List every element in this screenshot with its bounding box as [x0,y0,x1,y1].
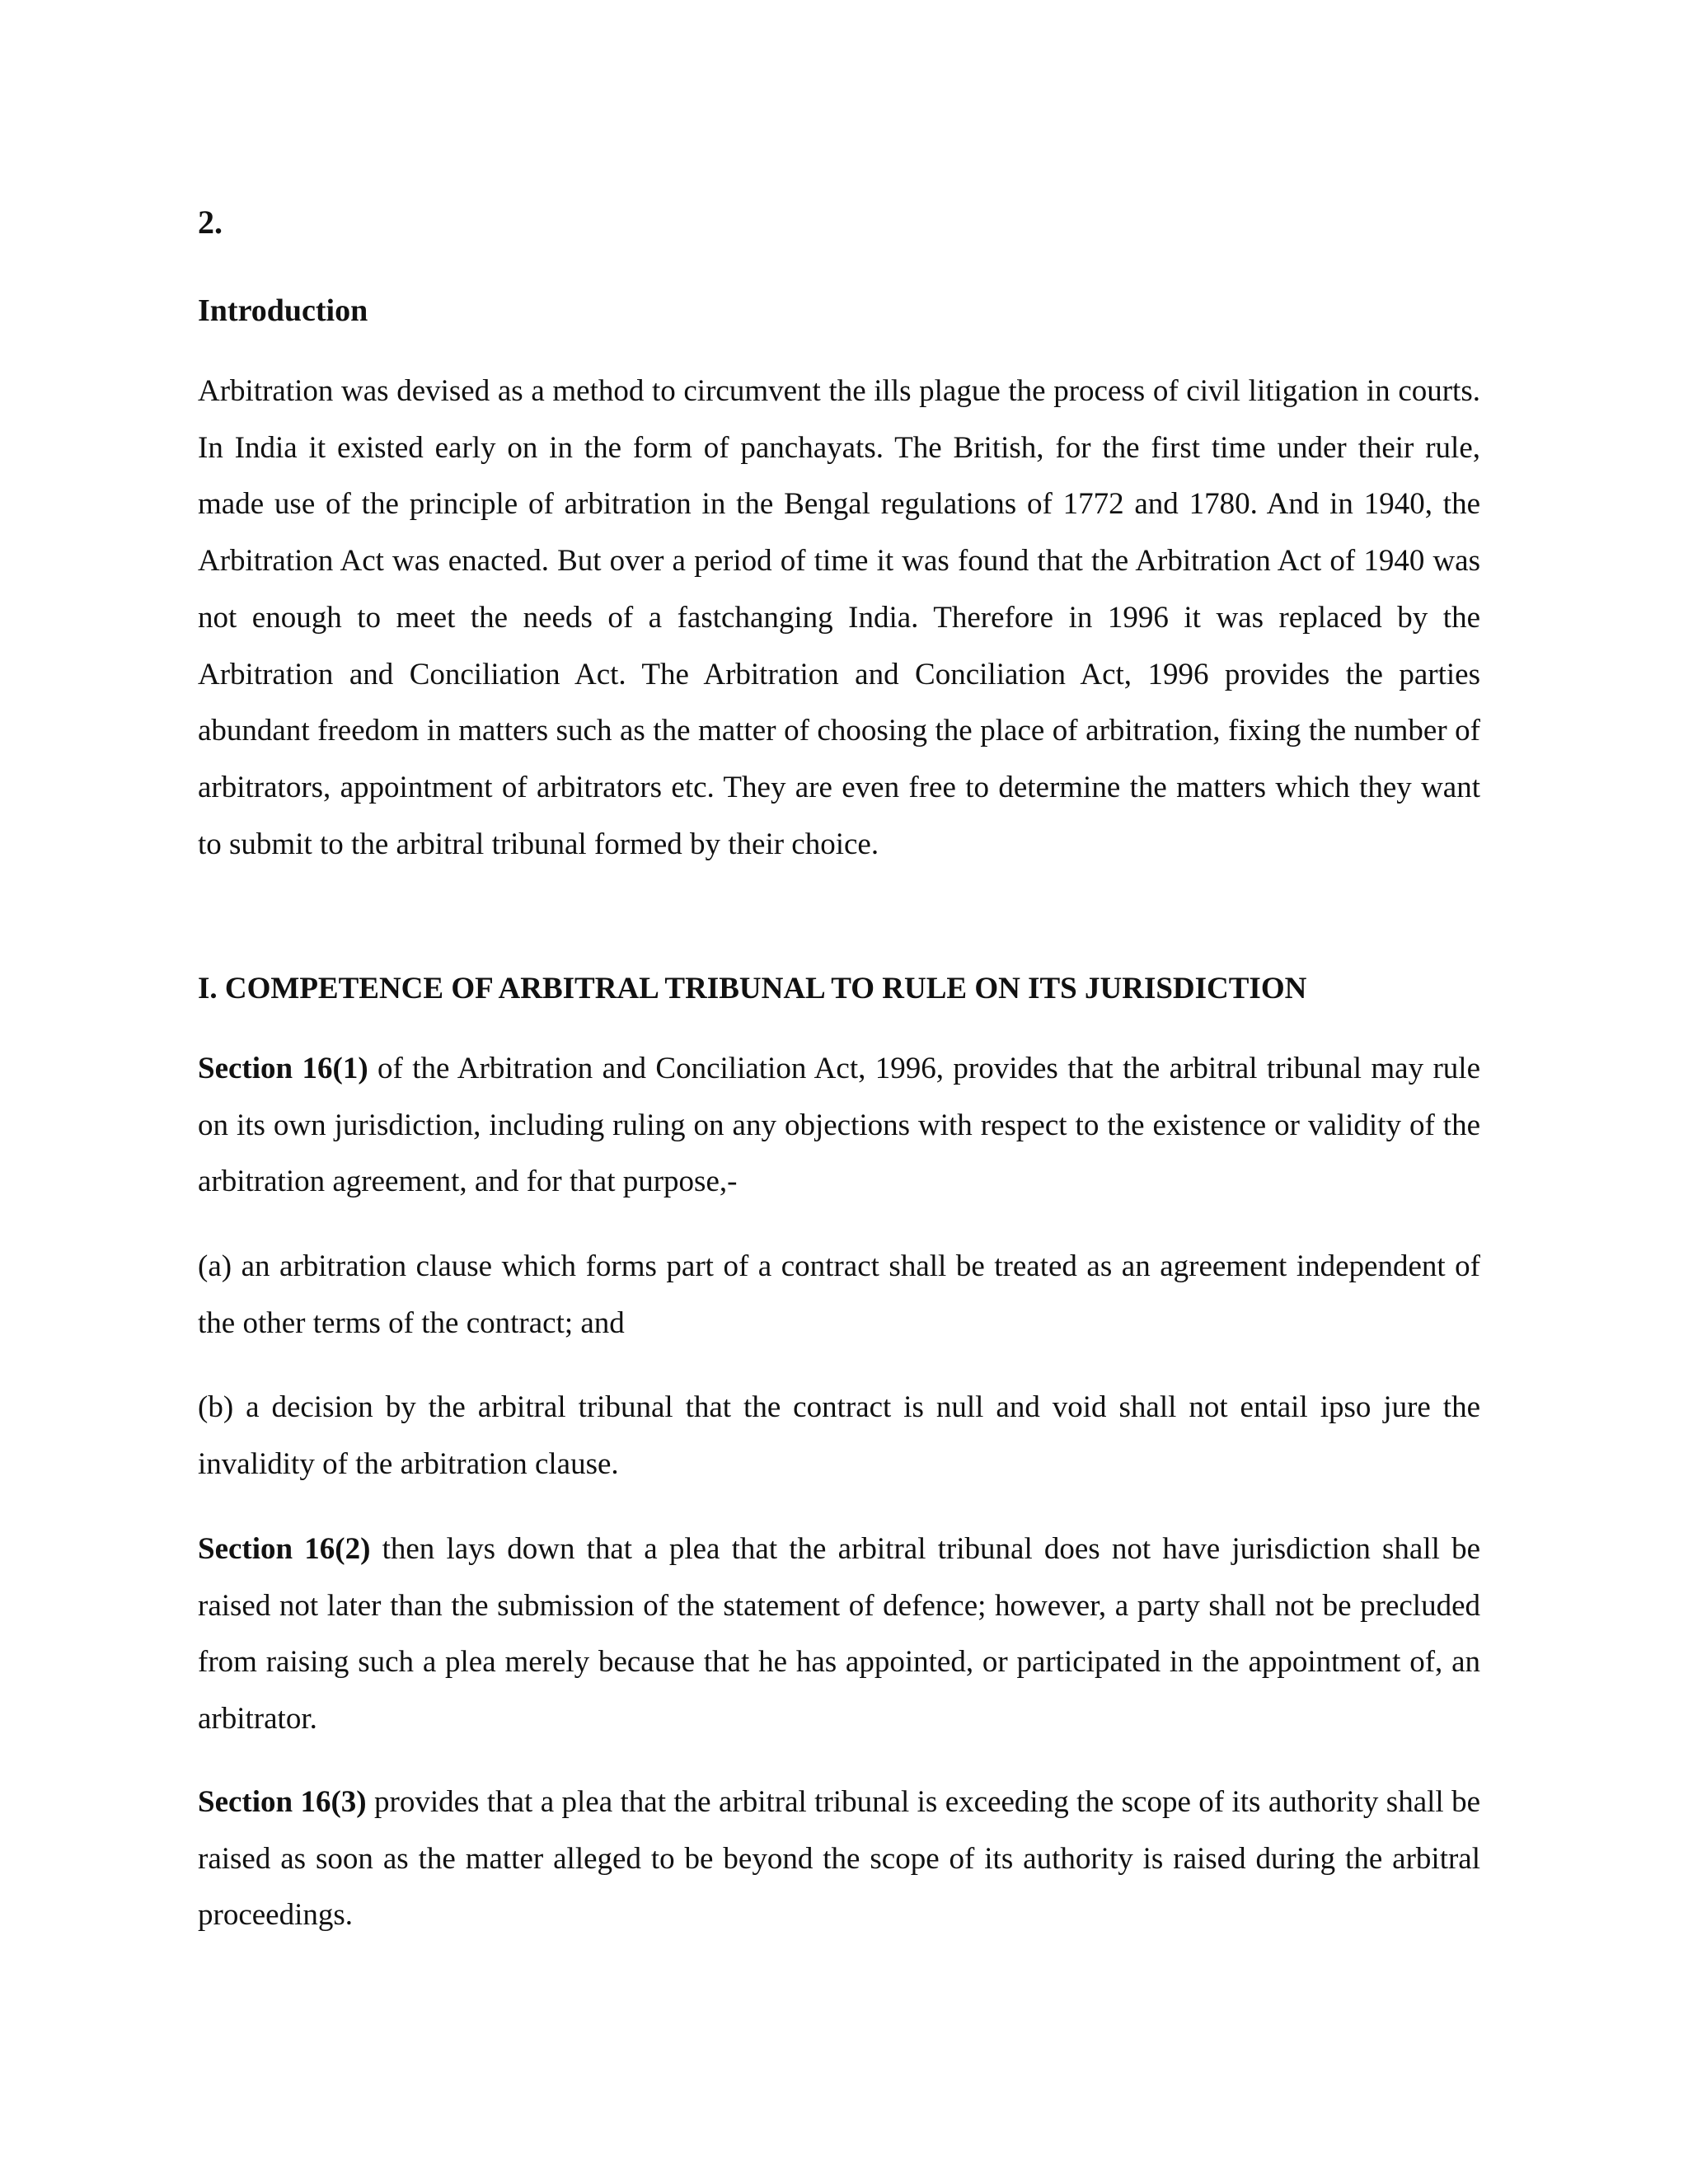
clause-b-paragraph: (b) a decision by the arbitral tribunal that the contract is null and void shall not entail ipso jure the invalidity of the arbitration clause. [198,1390,1480,1481]
clause-a-paragraph: (a) an arbitration clause which forms part of a contract shall be treated as an agreement independent of the other terms of the contract; and [198,1249,1480,1340]
section-16-2-text: then lays down that a plea that the arbitral tribunal does not have jurisdiction shall be raised not later than the submission of the statement of defence; however, a party shall not be precluded from raising such a plea merely because that he has appointed, or participated in the appointment of, an arbitrator. [198,1532,1481,1736]
section-16-3-text: provides that a plea that the arbitral tribunal is exceeding the scope of its authority shall be raised as soon as the matter alleged to be beyond the scope of its authority is raised during the arbitral proceedings. [198,1785,1480,1933]
section-16-3-paragraph [198,1774,1480,1944]
section-16-2-paragraph [198,1521,1480,1748]
section-16-3-label: Section 16(3) [198,1785,367,1819]
section-16-1-text: of the Arbitration and Conciliation Act, 1996, provides that the arbitral tribunal may rule on its own jurisdiction, including ruling on any objections with respect to the existence or validity of the arbitration agreement, and for that purpose,- [198,1052,1480,1199]
introduction-paragraph: Arbitration was devised as a method to circumvent the ills plague the process of civil litigation in courts. In India it existed early on in the form of panchayats. The British, for the first time under their rule, made use of the principle of arbitration in the Bengal regulations of 1772 and 1780. And in 1940, the Arbitration Act was enacted. But over a period of time it was found that the Arbitration Act of 1940 was not enough to meet the needs of a fastchanging India. Therefore in 1996 it was replaced by the Arbitration and Conciliation Act. The Arbitration and Conciliation Act, 1996 provides the parties abundant freedom in matters such as the matter of choosing the place of arbitration, fixing the number of arbitrators, appointment of arbitrators etc. They are even free to determine the matters which they want to submit to the arbitral tribunal formed by their choice. [198,374,1480,861]
section-16-2-label: Section 16(2) [198,1532,371,1566]
introduction-heading: Introduction [198,293,368,328]
section-16-1-label: Section 16(1) [198,1052,368,1085]
section-heading: I. COMPETENCE OF ARBITRAL TRIBUNAL TO RULE ON ITS JURISDICTION [198,972,1307,1005]
page-number: 2. [198,204,223,241]
document-page [198,0,1480,2184]
section-16-1-paragraph [198,1041,1480,1211]
